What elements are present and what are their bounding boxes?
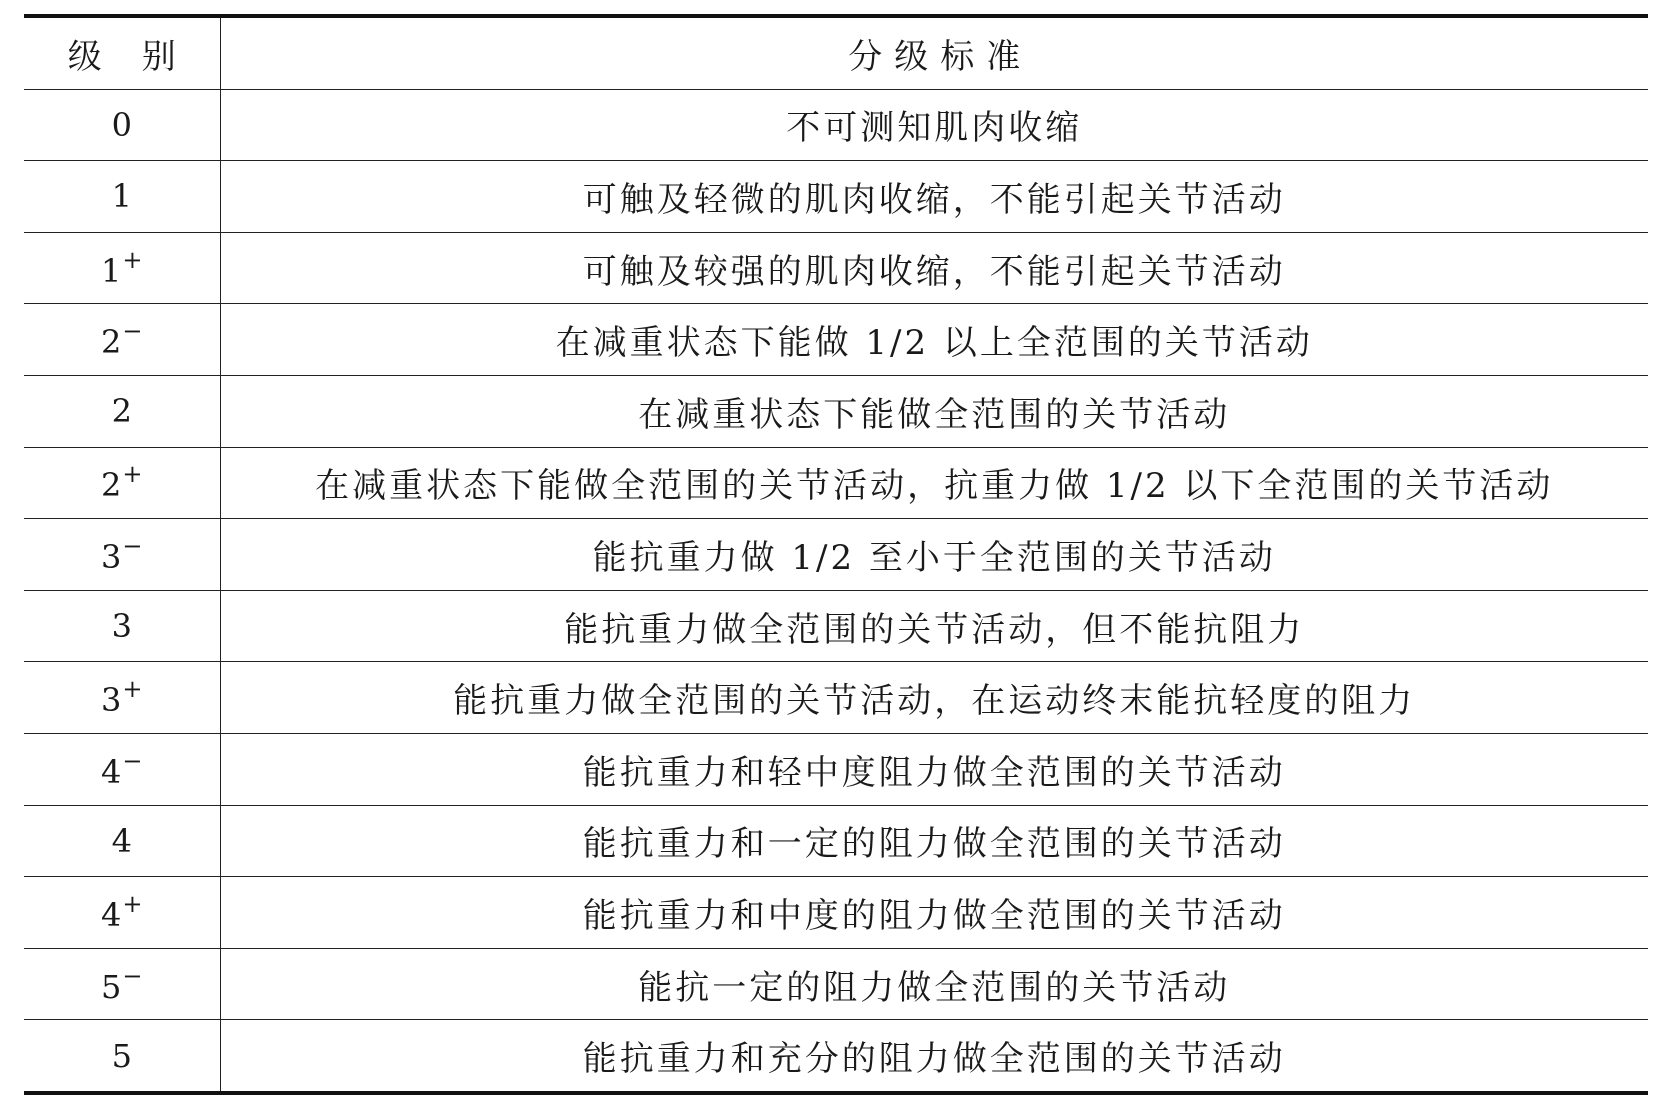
grade-standard-cell xyxy=(220,948,1648,1020)
grade-level-number: 2 xyxy=(101,323,122,362)
standard-column-header xyxy=(220,16,1648,89)
grade-level-cell xyxy=(24,805,220,877)
grade-level-number: 1 xyxy=(101,251,122,290)
grade-level-cell xyxy=(24,447,220,519)
grade-standard-cell xyxy=(220,232,1648,304)
grade-level-cell xyxy=(24,232,220,304)
grade-standard-cell xyxy=(220,161,1648,233)
grade-level-modifier: + xyxy=(122,675,143,704)
table-row xyxy=(24,590,1648,662)
grade-level-cell xyxy=(24,948,220,1020)
grade-standard-text: 在减重状态下能做 1/2 以上全范围的关节活动 xyxy=(555,323,1313,364)
table-row xyxy=(24,89,1648,161)
table-row xyxy=(24,877,1648,949)
table-row xyxy=(24,161,1648,233)
grade-standard-text: 能抗重力和一定的阻力做全范围的关节活动 xyxy=(582,824,1286,865)
grade-standard-text: 在减重状态下能做全范围的关节活动 xyxy=(638,394,1231,435)
table-row xyxy=(24,662,1648,734)
table-row xyxy=(24,519,1648,591)
grade-level-number: 5 xyxy=(111,1036,132,1075)
grade-standard-text: 能抗重力做全范围的关节活动，但不能抗阻力 xyxy=(564,609,1305,650)
table-header xyxy=(24,16,1648,89)
standard-header-label: 分级标准 xyxy=(848,36,1033,77)
grade-level-number: 5 xyxy=(101,967,122,1006)
grade-level-modifier: − xyxy=(122,317,143,346)
grade-standard-cell xyxy=(220,1020,1648,1093)
grade-level-cell xyxy=(24,304,220,376)
grade-level-modifier: − xyxy=(122,531,143,560)
grade-standard-cell xyxy=(220,304,1648,376)
grade-level-cell xyxy=(24,375,220,447)
table-row xyxy=(24,733,1648,805)
grade-level-modifier: + xyxy=(122,245,143,274)
grade-level-cell xyxy=(24,89,220,161)
grade-standard-text: 能抗一定的阻力做全范围的关节活动 xyxy=(638,967,1231,1008)
table-body xyxy=(24,89,1648,1093)
grade-level-cell xyxy=(24,662,220,734)
grade-level-cell xyxy=(24,161,220,233)
grade-standard-text: 在减重状态下能做全范围的关节活动，抗重力做 1/2 以下全范围的关节活动 xyxy=(315,466,1554,507)
grade-standard-text: 能抗重力和中度的阻力做全范围的关节活动 xyxy=(582,895,1286,936)
grade-standard-text: 可触及轻微的肌肉收缩，不能引起关节活动 xyxy=(582,179,1286,220)
grade-standard-cell xyxy=(220,805,1648,877)
table-row xyxy=(24,232,1648,304)
grade-level-cell xyxy=(24,733,220,805)
grade-standard-text: 不可测知肌肉收缩 xyxy=(786,108,1083,149)
grade-standard-cell xyxy=(220,447,1648,519)
grade-standard-text: 能抗重力和充分的阻力做全范围的关节活动 xyxy=(582,1039,1286,1080)
grade-standard-cell xyxy=(220,733,1648,805)
grade-level-number: 3 xyxy=(101,537,122,576)
grade-standard-text: 可触及较强的肌肉收缩，不能引起关节活动 xyxy=(582,251,1286,292)
table-row xyxy=(24,1020,1648,1093)
grade-level-number: 2 xyxy=(101,466,122,505)
grade-standard-cell xyxy=(220,662,1648,734)
grade-standard-text: 能抗重力做全范围的关节活动，在运动终末能抗轻度的阻力 xyxy=(453,681,1416,722)
grade-level-cell xyxy=(24,877,220,949)
grade-level-number: 1 xyxy=(111,177,132,216)
grade-level-modifier: + xyxy=(122,889,143,918)
grade-level-number: 4 xyxy=(101,752,122,791)
grade-level-modifier: − xyxy=(122,746,143,775)
grade-standard-text: 能抗重力和轻中度阻力做全范围的关节活动 xyxy=(582,752,1286,793)
grade-level-number: 4 xyxy=(101,895,122,934)
grade-level-modifier: + xyxy=(122,460,143,489)
level-column-header xyxy=(24,16,220,89)
header-row xyxy=(24,16,1648,89)
grade-standard-cell xyxy=(220,590,1648,662)
grade-standard-cell xyxy=(220,89,1648,161)
table-row xyxy=(24,805,1648,877)
grade-level-number: 0 xyxy=(111,105,132,144)
grade-level-cell xyxy=(24,590,220,662)
grade-level-cell xyxy=(24,519,220,591)
grade-standard-cell xyxy=(220,877,1648,949)
grade-standard-text: 能抗重力做 1/2 至小于全范围的关节活动 xyxy=(592,537,1276,578)
grade-standard-cell xyxy=(220,519,1648,591)
grade-standard-cell xyxy=(220,375,1648,447)
table-row xyxy=(24,304,1648,376)
grade-level-number: 2 xyxy=(111,392,132,431)
table-row xyxy=(24,948,1648,1020)
table-row xyxy=(24,447,1648,519)
grade-level-cell xyxy=(24,1020,220,1093)
grade-level-modifier: − xyxy=(122,961,143,990)
muscle-grade-table xyxy=(24,14,1648,1095)
level-header-label: 级别 xyxy=(67,36,216,77)
grade-level-number: 4 xyxy=(111,821,132,860)
grade-level-number: 3 xyxy=(101,681,122,720)
grade-level-number: 3 xyxy=(111,607,132,646)
table-row xyxy=(24,375,1648,447)
